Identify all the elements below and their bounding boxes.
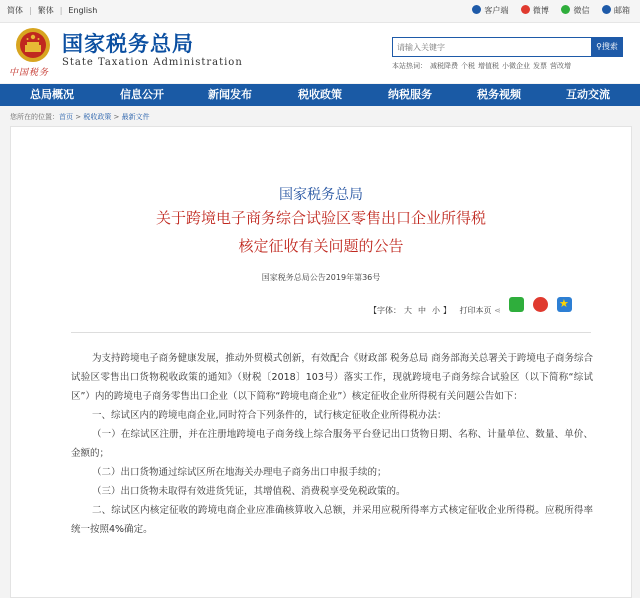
breadcrumb-latest[interactable]: 最新文件 — [121, 113, 150, 121]
nav-item-policy[interactable]: 税收政策 — [298, 88, 342, 101]
lang-simplified[interactable]: 简体 — [7, 6, 23, 15]
hot-word[interactable]: 个税 — [461, 62, 475, 70]
hot-word[interactable]: 小微企业 — [502, 62, 530, 70]
nav-item-overview[interactable]: 总局概况 — [30, 88, 74, 101]
share-links — [462, 5, 630, 16]
search-button[interactable]: ⚲搜索 — [591, 37, 623, 57]
language-switch: 简体 | 繁体 | English — [7, 6, 98, 15]
wechat-share-icon[interactable] — [509, 297, 524, 312]
site-title-en: State Taxation Administration — [62, 57, 243, 68]
qzone-share-icon[interactable]: ★ — [557, 297, 572, 312]
hot-label: 本站热词： — [392, 62, 427, 70]
article-issuer: 国家税务总局 — [279, 187, 363, 203]
paragraph: （一）在综试区注册，并在注册地跨境电子商务线上综合服务平台登记出口货物日期、名称、计量单位、数量、单价、金额的； — [71, 429, 593, 459]
divider — [71, 332, 591, 333]
top-bar — [0, 0, 640, 23]
paragraph: （二）出口货物通过综试区所在地海关办理电子商务出口申报手续的； — [92, 467, 387, 478]
breadcrumb-home[interactable]: 首页 — [59, 113, 73, 121]
national-emblem-icon[interactable] — [15, 27, 51, 63]
weibo-link[interactable]: 微博 — [521, 5, 549, 16]
breadcrumb-prefix: 您所在的位置： — [10, 113, 59, 121]
search-icon: ⚲ — [596, 42, 602, 51]
paragraph: 为支持跨境电子商务健康发展，推动外贸模式创新，有效配合《财政部 税务总局 商务部海关总署关于跨境电子商务综合试验区零售出口货物税收政策的通知》（财税〔2018〕103号）落实工作，现就跨境电子商务综合试验区（以下简称“综试区”）内的跨境电子商务零售出口企业（以下简称“跨境电商企业”）核定征收企业所得税有关问题公告如下： — [71, 353, 593, 402]
hot-words — [392, 61, 574, 71]
font-large-button[interactable]: 大 — [404, 306, 412, 315]
lang-english[interactable]: English — [68, 6, 98, 15]
article-title-line2: 核定征收有关问题的公告 — [238, 237, 404, 255]
calligraphy-logo: 中国税务 — [9, 68, 50, 78]
weibo-share-icon[interactable] — [533, 297, 548, 312]
nav-item-news[interactable]: 新闻发布 — [208, 88, 252, 101]
mail-icon — [602, 5, 611, 14]
site-header — [0, 23, 640, 83]
article-title-line1: 关于跨境电子商务综合试验区零售出口企业所得税 — [155, 209, 486, 227]
nav-item-service[interactable]: 纳税服务 — [388, 88, 432, 101]
hot-word[interactable]: 增值税 — [478, 62, 499, 70]
paragraph: 二、综试区内核定征收的跨境电商企业应准确核算收入总额，并采用应税所得率方式核定征收企业所得税。应税所得率统一按照4%确定。 — [71, 505, 593, 535]
font-medium-button[interactable]: 中 — [418, 306, 426, 315]
wechat-icon — [561, 5, 570, 14]
paragraph: （三）出口货物未取得有效进货凭证，其增值税、消费税享受免税政策的。 — [92, 486, 406, 497]
mobile-client-icon — [472, 5, 481, 14]
wechat-link[interactable]: 微信 — [561, 5, 589, 16]
nav-item-interaction[interactable]: 互动交流 — [566, 88, 610, 101]
weibo-icon — [521, 5, 530, 14]
nav-item-video[interactable]: 税务视频 — [477, 88, 521, 101]
hot-word[interactable]: 减税降费 — [430, 62, 458, 70]
site-title[interactable]: 国家税务总局 — [62, 32, 194, 56]
article-container — [10, 126, 632, 598]
document-number: 国家税务总局公告2019年第36号 — [261, 273, 381, 282]
main-nav — [0, 84, 640, 106]
article-body — [71, 349, 593, 539]
breadcrumb: 您所在的位置：首页 > 税收政策 > 最新文件 — [10, 113, 150, 121]
hot-word[interactable]: 发票 — [533, 62, 547, 70]
print-button[interactable]: 打印本页 — [459, 306, 492, 315]
share-icon[interactable]: ⋖ — [494, 306, 501, 315]
font-small-button[interactable]: 小 — [432, 306, 440, 315]
client-link[interactable]: 客户端 — [472, 5, 508, 16]
search-box — [392, 37, 622, 57]
article-tools: 【字体： 大 中 小 】 打印本页 ⋖ — [369, 306, 501, 315]
lang-traditional[interactable]: 繁体 — [37, 6, 54, 15]
breadcrumb-policy[interactable]: 税收政策 — [83, 113, 112, 121]
nav-item-disclosure[interactable]: 信息公开 — [120, 88, 164, 101]
mail-link[interactable]: 邮箱 — [602, 5, 630, 16]
hot-word[interactable]: 营改增 — [550, 62, 571, 70]
search-input[interactable] — [392, 37, 592, 57]
paragraph: 一、综试区内的跨境电商企业,同时符合下列条件的，试行核定征收企业所得税办法： — [92, 410, 447, 421]
